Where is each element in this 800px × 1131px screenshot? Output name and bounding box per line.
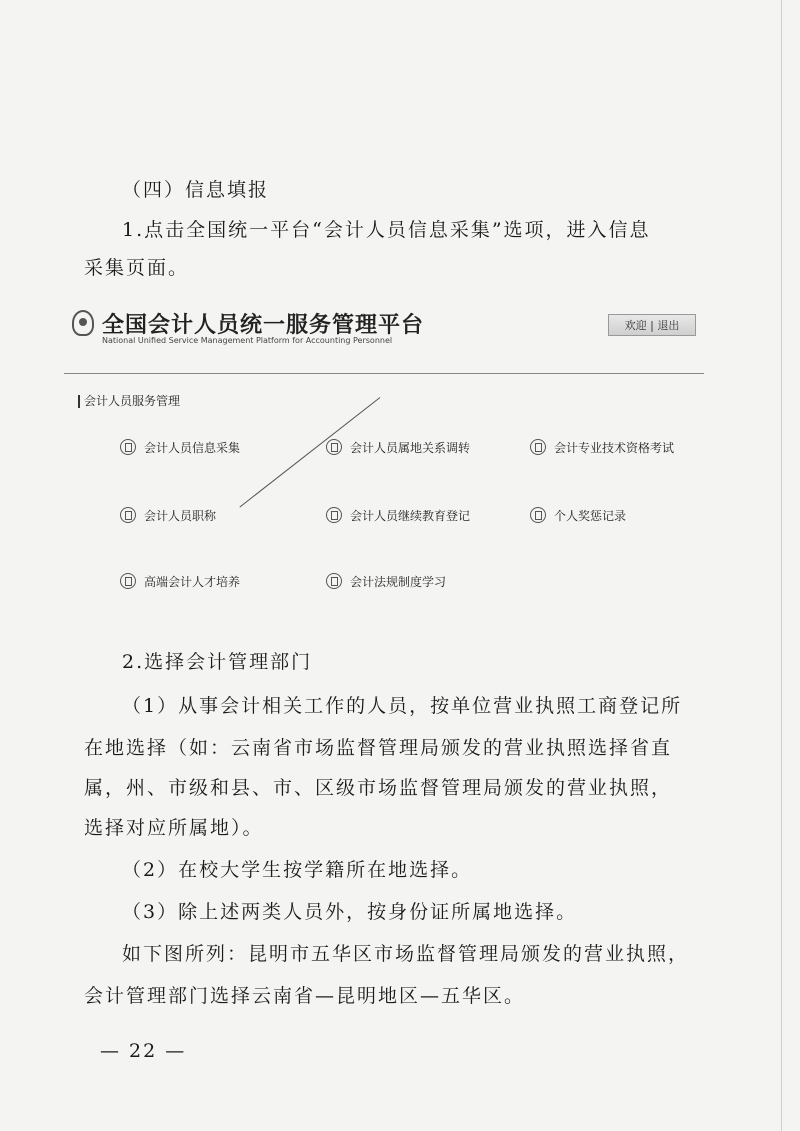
service-transfer[interactable] xyxy=(326,436,470,458)
step2-heading: 2.选择会计管理部门 xyxy=(122,651,313,673)
service-label: 会计人员属地关系调转 xyxy=(350,440,471,455)
user-logout-box[interactable]: 欢迎 | 退出 xyxy=(608,314,696,336)
section-heading: （四）信息填报 xyxy=(122,179,270,201)
step1-line2: 采集页面。 xyxy=(84,257,190,279)
service-section-label: 会计人员服务管理 xyxy=(78,395,180,408)
service-regulation-study[interactable] xyxy=(326,570,446,592)
page-number: — 22 — xyxy=(100,1040,187,1062)
step2-item1-line3: 属，州、市级和县、市、区级市场监督管理局颁发的营业执照， xyxy=(84,777,673,799)
example-line2: 会计管理部门选择云南省—昆明地区—五华区。 xyxy=(84,985,526,1007)
document-icon xyxy=(120,439,136,455)
step1-line1: 1.点击全国统一平台“会计人员信息采集”选项，进入信息 xyxy=(122,219,651,241)
service-title[interactable] xyxy=(120,504,216,526)
service-label: 会计人员继续教育登记 xyxy=(350,508,471,523)
step2-item3: （3）除上述两类人员外，按身份证所属地选择。 xyxy=(122,901,578,923)
service-label: 个人奖惩记录 xyxy=(554,508,627,523)
step2-item1-line2: 在地选择（如：云南省市场监督管理局颁发的营业执照选择省直 xyxy=(84,737,673,759)
book-icon xyxy=(326,573,342,589)
platform-screenshot xyxy=(64,300,704,610)
service-label: 会计人员信息采集 xyxy=(144,440,241,455)
record-icon xyxy=(530,507,546,523)
transfer-icon xyxy=(326,439,342,455)
service-info-collection[interactable] xyxy=(120,436,240,458)
exam-icon xyxy=(530,439,546,455)
example-line1: 如下图所列：昆明市五华区市场监督管理局颁发的营业执照， xyxy=(122,943,690,965)
service-continuing-education[interactable] xyxy=(326,504,470,526)
page-edge xyxy=(781,0,782,1131)
service-talent-training[interactable] xyxy=(120,570,240,592)
national-emblem-icon xyxy=(72,310,94,336)
service-rewards-record[interactable] xyxy=(530,504,626,526)
step2-item1-line1: （1）从事会计相关工作的人员，按单位营业执照工商登记所 xyxy=(122,695,683,717)
service-label: 会计人员职称 xyxy=(144,508,217,523)
education-icon xyxy=(326,507,342,523)
service-label: 会计专业技术资格考试 xyxy=(554,440,675,455)
step2-item1-line4: 选择对应所属地）。 xyxy=(84,817,264,839)
service-label: 会计法规制度学习 xyxy=(350,574,447,589)
service-qualification-exam[interactable] xyxy=(530,436,674,458)
platform-subtitle: National Unified Service Management Platform for Accounting Personnel xyxy=(102,336,393,345)
certificate-icon xyxy=(120,507,136,523)
platform-title: 全国会计人员统一服务管理平台 xyxy=(102,313,425,338)
header-divider xyxy=(64,373,704,374)
talent-icon xyxy=(120,573,136,589)
step2-item2: （2）在校大学生按学籍所在地选择。 xyxy=(122,859,473,881)
service-label: 高端会计人才培养 xyxy=(144,574,241,589)
